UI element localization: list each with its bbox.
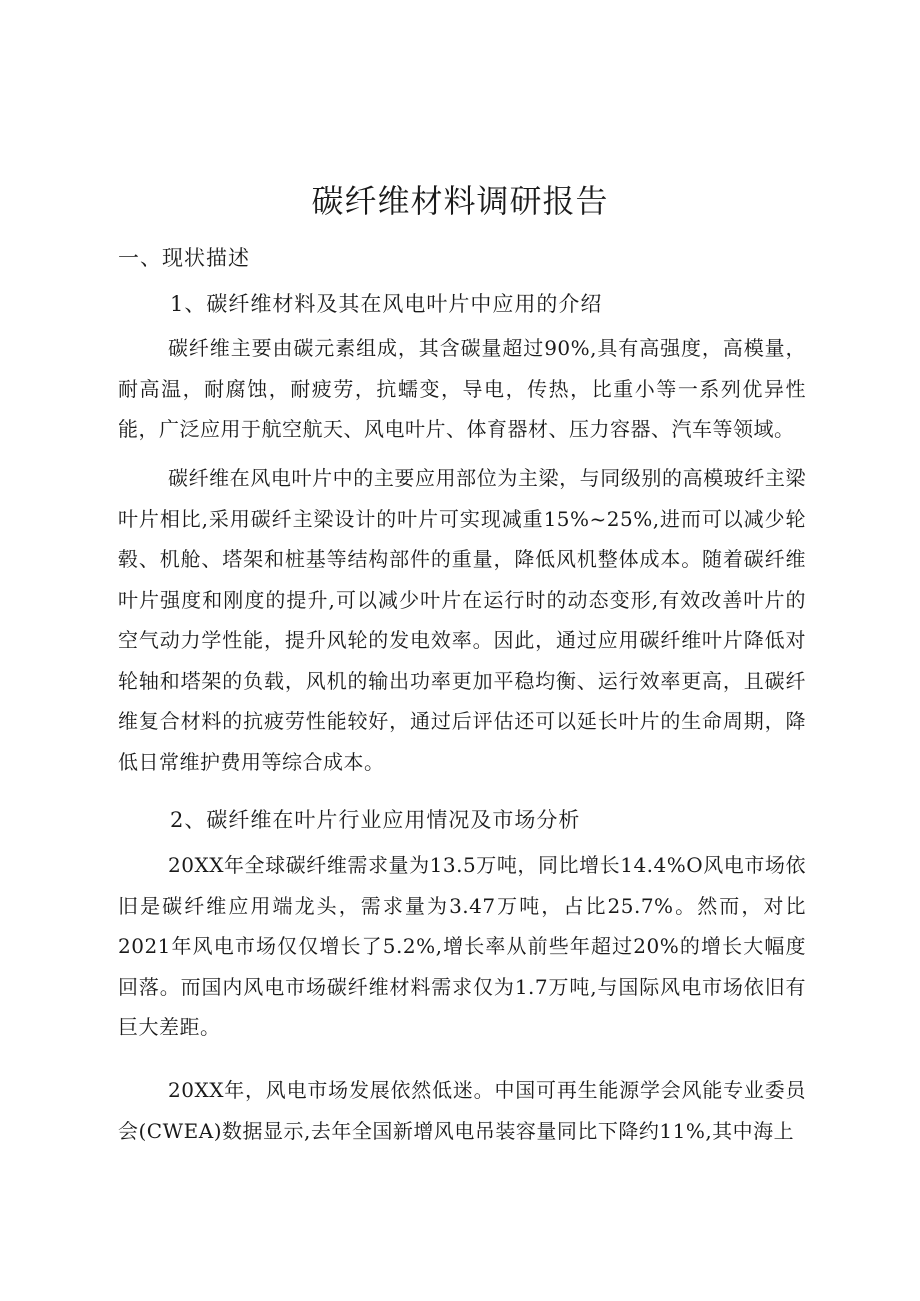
paragraph-blade-application: 碳纤维在风电叶片中的主要应用部位为主梁，与同级别的高模玻纤主梁叶片相比,采用碳纤主梁设计的叶片可实现减重15%~25%,进而可以减少轮毂、机舱、塔架和桩基等结构部件的重量，降低风机整体成本。随着碳纤维叶片强度和刚度的提升,可以减少叶片在运行时的动态变形,有效改善叶片的空气动力学性能，提升风轮的发电效率。因此，通过应用碳纤维叶片降低对轮轴和塔架的负载，风机的输出功率更加平稳均衡、运行效率更高，且碳纤维复合材料的抗疲劳性能较好，通过后评估还可以延长叶片的生命周期，降低日常维护费用等综合成本。 <box>118 466 806 774</box>
paragraph-wind-market: 20XX年，风电市场发展依然低迷。中国可再生能源学会风能专业委员会(CWEA)数据显示,去年全国新增风电吊装容量同比下降约11%,其中海上 <box>118 1078 806 1143</box>
paragraph-global-demand: 20XX年全球碳纤维需求量为13.5万吨，同比增长14.4%O风电市场依旧是碳纤维应用端龙头，需求量为3.47万吨，占比25.7%。然而，对比2021年风电市场仅仅增长了5.2%,增长率从前些年超过20%的增长大幅度回落。而国内风电市场碳纤维材料需求仅为1.7万吨,与国际风电市场依旧有巨大差距。 <box>118 853 806 1039</box>
document-title: 碳纤维材料调研报告 <box>311 182 609 220</box>
paragraph-carbon-fiber-properties: 碳纤维主要由碳元素组成，其含碳量超过90%,具有高强度，高模量，耐高温，耐腐蚀，耐疲劳，抗蠕变，导电，传热，比重小等一系列优异性能，广泛应用于航空航天、风电叶片、体育器材、压力容器、汽车等领域。 <box>118 336 806 441</box>
subsection-heading-market: 2、碳纤维在叶片行业应用情况及市场分析 <box>170 808 581 832</box>
subsection-heading-intro: 1、碳纤维材料及其在风电叶片中应用的介绍 <box>170 292 603 316</box>
section-heading-status: 一、现状描述 <box>118 246 250 270</box>
